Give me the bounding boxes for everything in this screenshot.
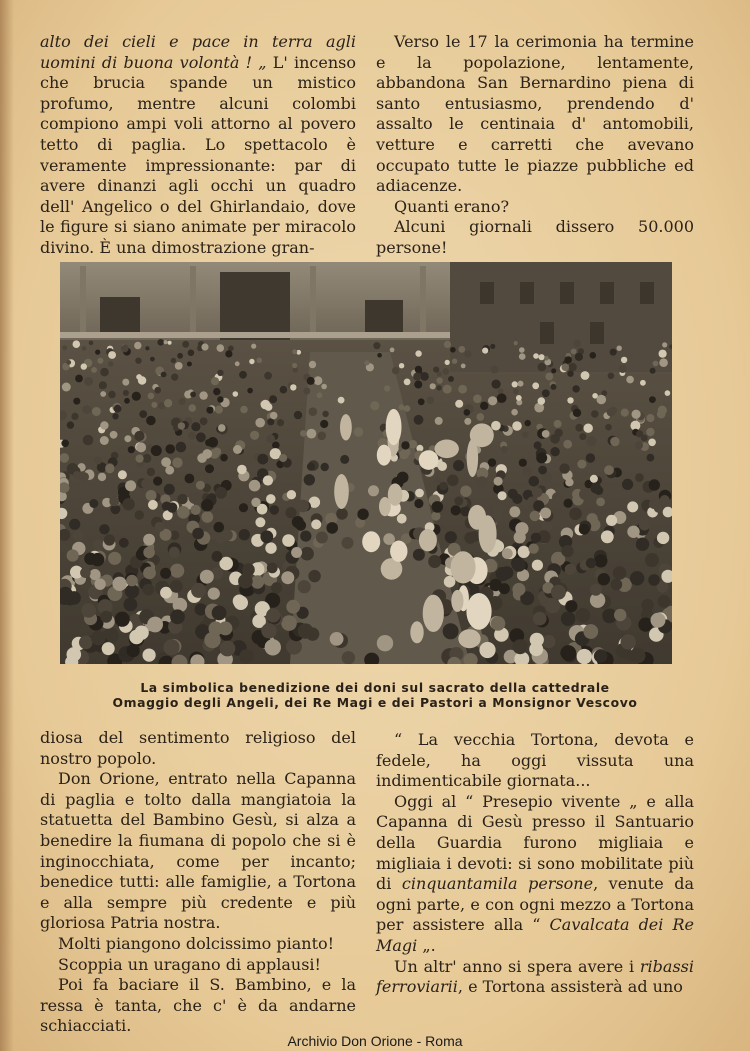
paragraph-text: Un altr' anno si spera avere i — [394, 956, 640, 976]
column-top-right — [376, 32, 694, 279]
paragraph-text: , venute da ogni parte, e con ogni mezzo a Tortona per assistere alla “ — [376, 874, 694, 935]
paragraph-text: , e Tortona assisterà ad uno — [457, 977, 683, 997]
photo-caption-line2: Omaggio degli Angeli, dei Re Magi e dei Pastori a Monsignor Vescovo — [112, 695, 638, 710]
paragraph: Poi fa baciare il S. Bambino, e la ressa è tanta, che c' è da andarne schiacciati. — [40, 975, 356, 1036]
paragraph: Verso le 17 la cerimonia ha termine e la popolazione, lentamente, abbandona San Bernardino piena di santo entusiasmo, prendendo d' assalto le centinaia d' antomobili, vetture e carretti che avevano occupato tutte le piazze pubbliche ed adiacenze. — [376, 32, 694, 196]
paragraph: Scoppia un uragano di applausi! — [58, 954, 321, 974]
paragraph: diosa del sentimento religioso del nostro popolo. — [40, 728, 356, 768]
column-bottom-right — [376, 730, 694, 998]
photo-cathedral-square-crowd — [60, 262, 672, 664]
emphasis: ribassi ferroviarii — [376, 956, 694, 997]
paragraph: Alcuni giornali dissero 50.000 persone! — [376, 217, 694, 257]
crowd-photo-illustration — [60, 262, 672, 664]
emphasis: Cavalcata dei Re Magi — [376, 915, 695, 955]
column-bottom-left — [40, 728, 356, 1037]
archive-footer: Archivio Don Orione - Roma — [287, 1033, 463, 1049]
paragraph-text: L' incenso che brucia spande un mistico profumo, mentre alcuni colombi compiono ampi voli attorno al povero tetto di paglia. Lo spettacolo è veramente impressionante: par di avere dinanzi agli occhi un quadro dell' Angelico o del Ghirlandaio, dove le figure si siano animate per miracolo divino. È una dimostrazione gran- — [40, 52, 357, 257]
quote-italic: alto dei cieli e pace in terra agli uomini di buona volontà ! „ — [40, 32, 356, 72]
paragraph-text: „. — [417, 935, 436, 955]
paragraph: Quanti erano? — [394, 196, 510, 216]
page-edge-shadow — [0, 0, 14, 1051]
paragraph — [40, 32, 356, 259]
photo-caption-line1: La simbolica benedizione dei doni sul sacrato della cattedrale — [140, 680, 610, 695]
emphasis: cinquantamila persone — [401, 874, 594, 894]
paragraph-text: Oggi al “ Presepio vivente „ e alla Capanna di Gesù presso il Santuario della Guardia furono migliaia e migliaia i devoti: si sono mobilitate più di — [376, 791, 694, 894]
paragraph: “ La vecchia Tortona, devota e fedele, ha oggi vissuta una indimenticabile giornata... — [376, 730, 694, 791]
paragraph: Molti piangono dolcissimo pianto! — [58, 933, 335, 953]
column-top-left — [40, 32, 356, 259]
paragraph — [376, 792, 694, 957]
paragraph: Don Orione, entrato nella Capanna di paglia e tolto dalla mangiatoia la statuetta del Bambino Gesù, si alza a benedire la fiumana di popolo che si è inginocchiata, come per incanto; benedice tutti: alle famiglie, a Tortona e alla sempre più credente e più gloriosa Patria nostra. — [40, 769, 356, 933]
paragraph — [376, 957, 694, 998]
